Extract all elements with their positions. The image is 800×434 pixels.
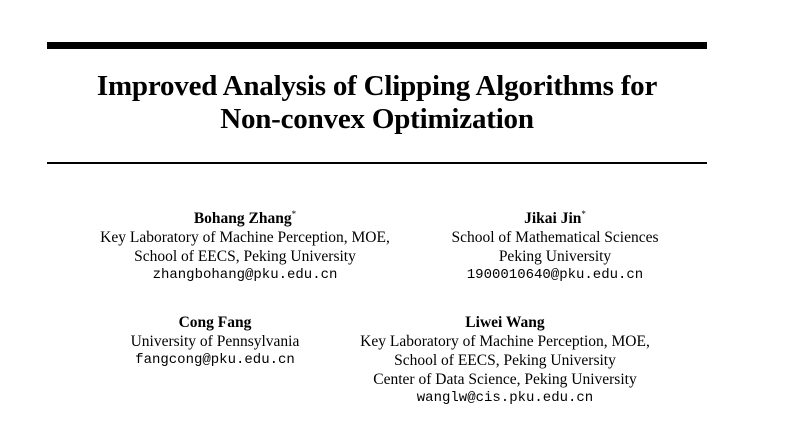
affiliation-line: Key Laboratory of Machine Perception, MOE,	[360, 333, 650, 350]
author-name	[60, 209, 430, 228]
author-email: 1900010640@pku.edu.cn	[466, 267, 644, 283]
author-block-liwei-wang	[305, 313, 705, 408]
paper-title	[47, 70, 707, 136]
author-name	[305, 313, 705, 332]
author-name-text: Liwei Wang	[465, 314, 545, 331]
title-top-rule	[47, 42, 707, 49]
equal-contribution-mark: *	[581, 208, 586, 219]
title-bottom-rule	[47, 162, 707, 164]
affiliation-line: Key Laboratory of Machine Perception, MOE,	[100, 229, 390, 246]
affiliation-line: Center of Data Science, Peking University	[373, 371, 637, 388]
equal-contribution-mark: *	[291, 208, 297, 219]
author-name	[405, 209, 705, 228]
author-block-jikai-jin	[405, 209, 705, 285]
affiliation-line: Peking University	[498, 248, 612, 265]
affiliation-line: University of Pennsylvania	[130, 333, 300, 350]
author-email: zhangbohang@pku.edu.cn	[152, 267, 338, 283]
author-email: wanglw@cis.pku.edu.cn	[416, 390, 594, 406]
title-line-1: Improved Analysis of Clipping Algorithms for	[96, 70, 658, 102]
author-name-text: Cong Fang	[178, 314, 252, 331]
author-email: fangcong@pku.edu.cn	[135, 352, 295, 368]
author-name-text: Bohang Zhang	[193, 210, 292, 227]
author-block-bohang-zhang	[60, 209, 430, 285]
author-name-text: Jikai Jin	[524, 210, 582, 227]
title-line-2: Non-convex Optimization	[220, 103, 534, 135]
affiliation-line: School of Mathematical Sciences	[451, 229, 659, 246]
affiliation-line: School of EECS, Peking University	[394, 352, 616, 369]
affiliation-line: School of EECS, Peking University	[134, 248, 356, 265]
